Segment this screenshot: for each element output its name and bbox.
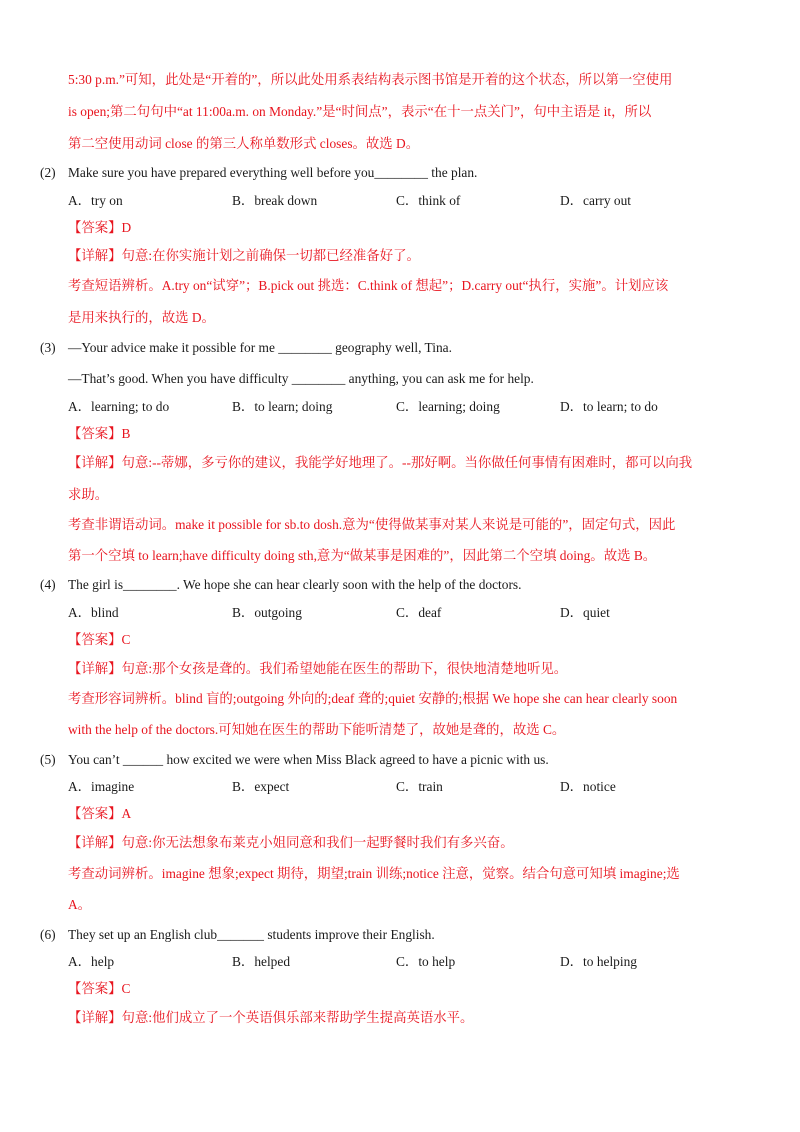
answer-label: 【答案】B xyxy=(68,426,131,441)
option-c: C．to help xyxy=(396,954,456,969)
question-stem: Make sure you have prepared everything well before you________ the plan. xyxy=(68,165,478,180)
intro-line: 第二空使用动词 close 的第三人称单数形式 closes。故选 D。 xyxy=(68,136,420,151)
answer-label: 【答案】C xyxy=(68,632,131,647)
detail-text: 【详解】句意:在你实施计划之前确保一切都已经准备好了。 xyxy=(68,248,420,263)
option-b: B．break down xyxy=(232,193,318,208)
question-stem: —Your advice make it possible for me ________ geography well, Tina. xyxy=(68,340,452,355)
question-stem: The girl is________. We hope she can hear clearly soon with the help of the doctors. xyxy=(68,577,522,592)
detail-text: 【详解】句意:--蒂娜，多亏你的建议，我能学好地理了。--那好啊。当你做任何事情有困难时，都可以向我 xyxy=(68,455,693,470)
detail-text: 【详解】句意:那个女孩是聋的。我们希望她能在医生的帮助下，很快地清楚地听见。 xyxy=(68,661,568,676)
answer-label: 【答案】A xyxy=(68,806,132,821)
question-number: (6) xyxy=(40,927,56,942)
analysis-line: with the help of the doctors.可知她在医生的帮助下能听清楚了，故她是聋的，故选 C。 xyxy=(68,722,566,737)
detail-text: 【详解】句意:你无法想象布莱克小姐同意和我们一起野餐时我们有多兴奋。 xyxy=(68,835,514,850)
option-d: D．to helping xyxy=(560,954,637,969)
analysis-line: 考查形容词辨析。blind 盲的;outgoing 外向的;deaf 聋的;quiet 安静的;根据 We hope she can hear clearly soon xyxy=(68,691,678,706)
question-number: (3) xyxy=(40,340,56,355)
analysis-line: 考查动词辨析。imagine 想象;expect 期待，期望;train 训练;notice 注意，觉察。结合句意可知填 imagine;选 xyxy=(68,866,680,881)
option-a: A．learning; to do xyxy=(68,399,170,414)
question-stem: You can’t ______ how excited we were when Miss Black agreed to have a picnic with us. xyxy=(68,752,549,767)
question-number: (4) xyxy=(40,577,56,592)
option-d: D．quiet xyxy=(560,605,610,620)
option-c: C．train xyxy=(396,779,443,794)
option-c: C．learning; doing xyxy=(396,399,500,414)
option-b: B．to learn; doing xyxy=(232,399,333,414)
analysis-line: 考查非谓语动词。make it possible for sb.to dosh.意为“使得做某事对某人来说是可能的”，固定句式，因此 xyxy=(68,517,676,532)
option-d: D．notice xyxy=(560,779,616,794)
question-number: (2) xyxy=(40,165,56,180)
option-d: D．to learn; to do xyxy=(560,399,658,414)
option-b: B．outgoing xyxy=(232,605,302,620)
analysis-line: 是用来执行的，故选 D。 xyxy=(68,310,215,325)
option-a: A．help xyxy=(68,954,115,969)
question-stem: —That’s good. When you have difficulty ________ anything, you can ask me for help. xyxy=(68,371,534,386)
option-c: C．think of xyxy=(396,193,461,208)
option-d: D．carry out xyxy=(560,193,632,208)
analysis-line: 第一个空填 to learn;have difficulty doing sth,意为“做某事是困难的”，因此第二个空填 doing。故选 B。 xyxy=(68,548,657,563)
answer-label: 【答案】C xyxy=(68,981,131,996)
detail-text: 求助。 xyxy=(68,487,109,502)
option-b: B．expect xyxy=(232,779,290,794)
option-a: A．imagine xyxy=(68,779,135,794)
option-a: A．try on xyxy=(68,193,123,208)
option-b: B．helped xyxy=(232,954,291,969)
answer-label: 【答案】D xyxy=(68,220,132,235)
option-c: C．deaf xyxy=(396,605,442,620)
question-stem: They set up an English club_______ students improve their English. xyxy=(68,927,435,942)
question-number: (5) xyxy=(40,752,56,767)
intro-line: is open;第二句句中“at 11:00a.m. on Monday.”是“时间点”，表示“在十一点关门”，句中主语是 it，所以 xyxy=(68,104,652,119)
analysis-line: 考查短语辨析。A.try on“试穿”；B.pick out 挑选：C.think of 想起”；D.carry out“执行，实施”。计划应该 xyxy=(68,278,669,293)
option-a: A．blind xyxy=(68,605,119,620)
intro-line: 5:30 p.m.”可知，此处是“开着的”，所以此处用系表结构表示图书馆是开着的这个状态，所以第一空使用 xyxy=(68,72,673,87)
analysis-line: A。 xyxy=(68,897,92,912)
detail-text: 【详解】句意:他们成立了一个英语俱乐部来帮助学生提高英语水平。 xyxy=(68,1010,474,1025)
